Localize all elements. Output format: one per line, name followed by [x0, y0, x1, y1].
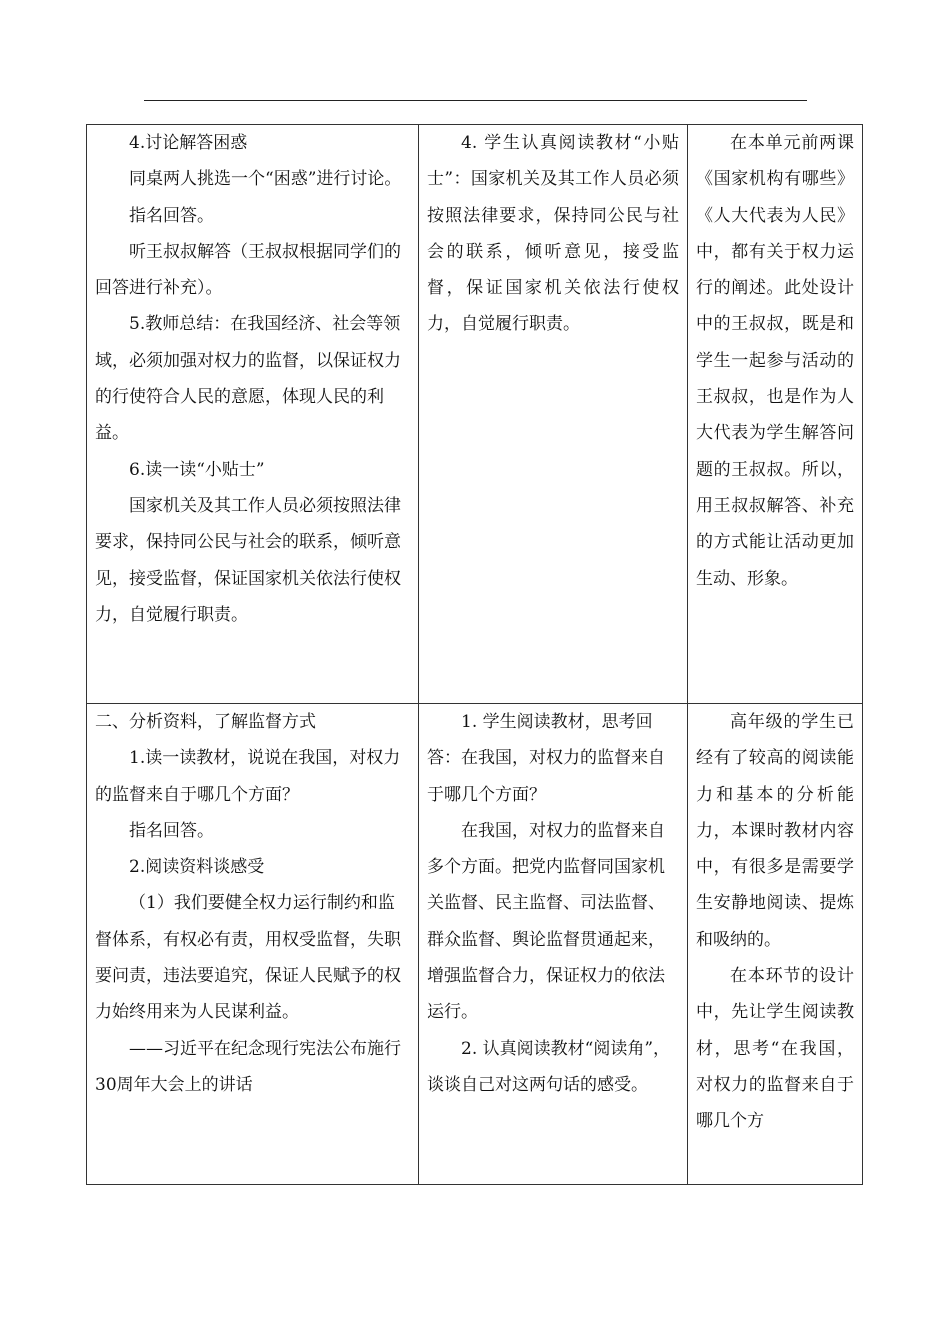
paragraph: 在我国，对权力的监督来自多个方面。把党内监督同国家机关监督、民主监督、司法监督、群众监督、舆论监督贯通起来，增强监督合力，保证权力的依法运行。 — [427, 820, 665, 1023]
paragraph: 2. 认真阅读教材“阅读角”，谈谈自己对这两句话的感受。 — [427, 1038, 671, 1095]
paragraph: 在本单元前两课《国家机构有哪些》《人大代表为人民》中，都有关于权力运行的阐述。此处设计中的王叔叔，既是和学生一起参与活动的王叔叔，也是作为人大代表为学生解答问题的王叔叔。所以，用王叔叔解答、补充的方式能让活动更加生动、形象。 — [696, 133, 854, 589]
paragraph: 1. 学生阅读教材，思考回答：在我国，对权力的监督来自于哪几个方面？ — [427, 712, 665, 805]
section-heading: 二、分析资料，了解监督方式 — [95, 712, 316, 732]
paragraph: 1.读一读教材，说说在我国，对权力的监督来自于哪几个方面？ — [95, 748, 401, 805]
step-heading: 2.阅读资料谈感受 — [129, 857, 265, 878]
teacher-activity-cell — [87, 125, 419, 704]
student-activity-cell — [419, 125, 688, 704]
step-heading: 6.读一读“小贴士” — [129, 459, 265, 480]
paragraph: 指名回答。 — [129, 205, 214, 226]
design-intent-cell — [688, 125, 863, 704]
table-row — [87, 125, 863, 704]
student-activity-cell — [419, 704, 688, 1185]
quote-source: ——习近平在纪念现行宪法公布施行30周年大会上的讲话 — [95, 1038, 401, 1095]
design-intent-cell — [688, 704, 863, 1185]
teacher-activity-cell — [87, 704, 419, 1185]
paragraph: 指名回答。 — [129, 820, 214, 841]
paragraph: 在本环节的设计中，先让学生阅读教材，思考“在我国，对权力的监督来自于哪几个方 — [696, 966, 854, 1132]
paragraph: 听王叔叔解答（王叔叔根据同学们的回答进行补充）。 — [95, 241, 401, 299]
lesson-plan-table — [86, 124, 863, 1185]
header-rule — [144, 100, 807, 101]
paragraph: 5.教师总结：在我国经济、社会等领域，必须加强对权力的监督，以保证权力的行使符合人民的意愿，体现人民的利益。 — [95, 314, 401, 444]
paragraph: 同桌两人挑选一个“困惑”进行讨论。 — [129, 169, 402, 190]
table-row — [87, 704, 863, 1185]
paragraph: 国家机关及其工作人员必须按照法律要求，保持同公民与社会的联系，倾听意见，接受监督，保证国家机关依法行使权力，自觉履行职责。 — [95, 495, 401, 625]
paragraph: 高年级的学生已经有了较高的阅读能力和基本的分析能力，本课时教材内容中，有很多是需要学生安静地阅读、提炼和吸纳的。 — [696, 712, 854, 950]
quote-paragraph: （1）我们要健全权力运行制约和监督体系，有权必有责，用权受监督，失职要问责，违法要追究，保证人民赋予的权力始终用来为人民谋利益。 — [95, 893, 401, 1023]
step-heading: 4.讨论解答困惑 — [129, 133, 248, 153]
paragraph: 4. 学生认真阅读教材“小贴士”：国家机关及其工作人员必须按照法律要求，保持同公民与社会的联系，倾听意见，接受监督，保证国家机关依法行使权力，自觉履行职责。 — [427, 133, 679, 335]
